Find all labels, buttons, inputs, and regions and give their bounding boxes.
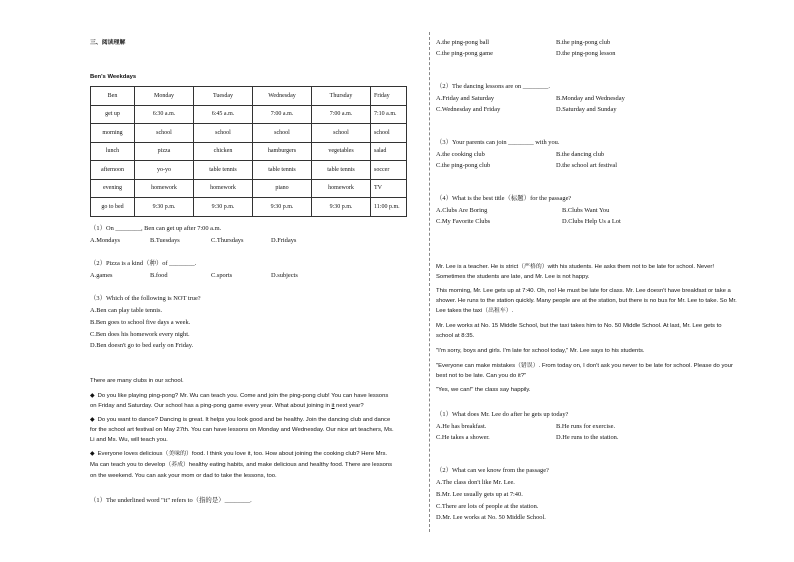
clubs-q1-option-b[interactable]: B.the ping-pong club bbox=[556, 39, 611, 46]
schedule-cell: 6:45 a.m. bbox=[194, 105, 253, 124]
q2-option-a[interactable]: A.games bbox=[90, 272, 113, 279]
schedule-cell: pizza bbox=[135, 142, 194, 161]
schedule-cell: homework bbox=[135, 179, 194, 198]
clubs-q2-option-c[interactable]: C.Wednesday and Friday bbox=[436, 106, 501, 113]
schedule-header-cell: Tuesday bbox=[194, 87, 253, 106]
clubs-q3-option-d[interactable]: D.the school art festival bbox=[556, 162, 618, 169]
lee-q1-option-a[interactable]: A.He has breakfast. bbox=[436, 423, 487, 430]
clubs-q2-option-a[interactable]: A.Friday and Saturday bbox=[436, 95, 495, 102]
lee-q2-stem: （2）What can we know from the passage? bbox=[436, 467, 549, 474]
clubs-q2-option-b[interactable]: B.Monday and Wednesday bbox=[556, 95, 625, 102]
schedule-header-cell: Thursday bbox=[312, 87, 371, 106]
schedule-cell: table tennis bbox=[312, 161, 371, 180]
lee-q2-option-d[interactable]: D.Mr. Lee works at No. 50 Middle School. bbox=[436, 514, 546, 521]
lee-q1-option-b[interactable]: B.He runs for exercise. bbox=[556, 423, 616, 430]
clubs-q1-option-d[interactable]: D.the ping-pong lesson bbox=[556, 50, 616, 57]
clubs-p3-line3: on the weekend. You can ask your mom or dad to take the lessons, too. bbox=[90, 473, 277, 479]
q2-stem: （2）Pizza is a kind（种）of ________. bbox=[90, 260, 197, 267]
schedule-title: Ben's Weekdays bbox=[90, 74, 137, 80]
lee-p1-line2: Sometimes the students are late, and Mr. Lee is not happy. bbox=[436, 274, 590, 280]
q1-option-d[interactable]: D.Fridays bbox=[271, 237, 297, 244]
q3-option-d[interactable]: D.Ben doesn't go to bed early on Friday. bbox=[90, 342, 194, 349]
lee-p6: "Yes, we can!" the class say happily. bbox=[436, 387, 531, 393]
schedule-header-cell: Monday bbox=[135, 87, 194, 106]
diamond-bullet-icon: ◆ bbox=[90, 417, 95, 423]
schedule-header-cell: Friday bbox=[371, 87, 407, 106]
lee-q1-option-c[interactable]: C.He takes a shower. bbox=[436, 434, 490, 441]
clubs-q1-option-c[interactable]: C.the ping-pong game bbox=[436, 50, 493, 57]
schedule-cell: homework bbox=[194, 179, 253, 198]
schedule-cell: homework bbox=[312, 179, 371, 198]
schedule-cell: morning bbox=[91, 124, 135, 143]
schedule-cell: 7:00 a.m. bbox=[253, 105, 312, 124]
schedule-header-cell: Wednesday bbox=[253, 87, 312, 106]
lee-p3-line1: Mr. Lee works at No. 15 Middle School, but the taxi takes him to No. 50 Middle School. At last, Mr. Lee gets to bbox=[436, 323, 722, 329]
schedule-cell: afternoon bbox=[91, 161, 135, 180]
diamond-bullet-icon: ◆ bbox=[90, 393, 95, 399]
schedule-cell: vegetables bbox=[312, 142, 371, 161]
clubs-q3-option-a[interactable]: A.the cooking club bbox=[436, 151, 485, 158]
clubs-q3-stem: （3）Your parents can join ________ with you. bbox=[436, 139, 560, 146]
schedule-cell: yo-yo bbox=[135, 161, 194, 180]
schedule-header-cell: Ben bbox=[91, 87, 135, 106]
q1-option-b[interactable]: B.Tuesdays bbox=[150, 237, 180, 244]
schedule-cell: TV bbox=[371, 179, 407, 198]
schedule-cell: get up bbox=[91, 105, 135, 124]
clubs-q1-option-a[interactable]: A.the ping-pong ball bbox=[436, 39, 490, 46]
schedule-cell: lunch bbox=[91, 142, 135, 161]
lee-p2-line3: Lee takes the taxi（出租车）. bbox=[436, 308, 514, 314]
schedule-cell: 7:10 a.m. bbox=[371, 105, 407, 124]
clubs-q1-stem: （1）The underlined word "it" refers to（指的是）________. bbox=[90, 497, 252, 504]
clubs-intro: There are many clubs in our school. bbox=[90, 378, 184, 384]
schedule-row bbox=[91, 142, 407, 161]
q1-option-c[interactable]: C.Thursdays bbox=[211, 237, 244, 244]
clubs-q4-option-a[interactable]: A.Clubs Are Boring bbox=[436, 207, 488, 214]
q3-option-c[interactable]: C.Ben does his homework every night. bbox=[90, 331, 190, 338]
q3-stem: （3）Which of the following is NOT true? bbox=[90, 295, 201, 302]
schedule-cell: school bbox=[253, 124, 312, 143]
lee-p3-line2: school at 8:35. bbox=[436, 333, 475, 339]
schedule-cell: piano bbox=[253, 179, 312, 198]
lee-q1-stem: （1）What does Mr. Lee do after he gets up today? bbox=[436, 411, 569, 418]
clubs-q2-option-d[interactable]: D.Saturday and Sunday bbox=[556, 106, 617, 113]
clubs-q3-option-b[interactable]: B.the dancing club bbox=[556, 151, 605, 158]
clubs-p2-text1: Do you want to dance? Dancing is great. It helps you look good and be healthy. Join the dancing club and dance bbox=[97, 417, 391, 423]
schedule-cell: hamburgers bbox=[253, 142, 312, 161]
schedule-cell: soccer bbox=[371, 161, 407, 180]
lee-p2-line1: This morning, Mr. Lee gets up at 7:40. Oh, no! He must be late for class. Mr. Lee doesn't have breakfast or take a bbox=[436, 288, 731, 294]
schedule-cell: 9:30 p.m. bbox=[194, 198, 253, 217]
clubs-q3-option-c[interactable]: C.the ping-pong club bbox=[436, 162, 491, 169]
clubs-p3-line2: Ma can teach you to develop（养成）healthy eating habits, and make delicious and healthy food. There are lessons bbox=[90, 462, 393, 468]
lee-p4: "I'm sorry, boys and girls. I'm late for school today," Mr. Lee says to his students. bbox=[436, 348, 645, 354]
lee-p5-line1: "Everyone can make mistakes（错误）. From today on, I don't ask you never to be late for school. Please do your bbox=[436, 363, 733, 369]
q1-option-a[interactable]: A.Mondays bbox=[90, 237, 120, 244]
clubs-p2-line1 bbox=[90, 416, 390, 424]
schedule-cell: salad bbox=[371, 142, 407, 161]
lee-q2-option-c[interactable]: C.There are lots of people at the station. bbox=[436, 503, 539, 510]
schedule-row bbox=[91, 105, 407, 124]
q1-stem: （1）On ________, Ben can get up after 7:00 a.m. bbox=[90, 225, 222, 232]
lee-q1-option-d[interactable]: D.He runs to the station. bbox=[556, 434, 619, 441]
lee-q2-option-b[interactable]: B.Mr. Lee usually gets up at 7:40. bbox=[436, 491, 523, 498]
q3-option-b[interactable]: B.Ben goes to school five days a week. bbox=[90, 319, 191, 326]
schedule-cell: school bbox=[194, 124, 253, 143]
clubs-p1-line2: on Friday and Saturday. Our school has a ping-pong game every year. What about joining in it next year? bbox=[90, 403, 364, 409]
schedule-cell: table tennis bbox=[253, 161, 312, 180]
lee-q2-option-a[interactable]: A.The class don't like Mr. Lee. bbox=[436, 479, 515, 486]
clubs-q4-option-c[interactable]: C.My Favorite Clubs bbox=[436, 218, 491, 225]
schedule-row bbox=[91, 124, 407, 143]
clubs-p2-line2: for the school art festival on May 27th. You can have lessons on Monday and Wednesday. Our nice art teachers, Ms. bbox=[90, 427, 394, 433]
q2-option-d[interactable]: D.subjects bbox=[271, 272, 298, 279]
schedule-table bbox=[90, 86, 407, 217]
schedule-cell: evening bbox=[91, 179, 135, 198]
schedule-cell: 7:00 a.m. bbox=[312, 105, 371, 124]
schedule-cell: school bbox=[371, 124, 407, 143]
q2-option-c[interactable]: C.sports bbox=[211, 272, 233, 279]
schedule-row bbox=[91, 198, 407, 217]
schedule-cell: go to bed bbox=[91, 198, 135, 217]
schedule-cell: chicken bbox=[194, 142, 253, 161]
schedule-cell: 11:00 p.m. bbox=[371, 198, 407, 217]
schedule-cell: school bbox=[135, 124, 194, 143]
schedule-cell: 9:30 p.m. bbox=[135, 198, 194, 217]
lee-p1-line1: Mr. Lee is a teacher. He is strict（严格的）with his students. He asks them not to be late for school. Never! bbox=[436, 264, 714, 270]
section-title: 三、阅读理解 bbox=[90, 40, 126, 46]
schedule-row bbox=[91, 179, 407, 198]
diamond-bullet-icon: ◆ bbox=[90, 451, 95, 457]
schedule-cell: 9:30 p.m. bbox=[312, 198, 371, 217]
clubs-p3-line1 bbox=[90, 450, 387, 458]
schedule-cell: table tennis bbox=[194, 161, 253, 180]
clubs-p1-line1 bbox=[90, 392, 388, 400]
clubs-q4-option-b[interactable]: B.Clubs Want You bbox=[562, 207, 610, 214]
clubs-q4-stem: （4）What is the best title（标题）for the passage? bbox=[436, 195, 572, 202]
clubs-p3-text1: Everyone loves delicious（美味的）food. I think you love it, too. How about joining the cooking club? Here Mrs. bbox=[97, 451, 388, 457]
schedule-row bbox=[91, 87, 407, 106]
clubs-q2-stem: （2）The dancing lessons are on ________. bbox=[436, 83, 550, 90]
schedule-cell: 6:30 a.m. bbox=[135, 105, 194, 124]
lee-p2-line2: shower. He runs to the station quickly. Many people are at the station, but there is no bus for Mr. Lee to take. So Mr. bbox=[436, 298, 737, 304]
lee-p5-line2: best not to be late. Can you do it?" bbox=[436, 373, 527, 379]
q2-option-b[interactable]: B.food bbox=[150, 272, 168, 279]
schedule-cell: 9:30 p.m. bbox=[253, 198, 312, 217]
clubs-q4-option-d[interactable]: D.Clubs Help Us a Lot bbox=[562, 218, 621, 225]
q3-option-a[interactable]: A.Ben can play table tennis. bbox=[90, 307, 163, 314]
clubs-p1-text1: Do you like playing ping-pong? Mr. Wu can teach you. Come and join the ping-pong club! You can have lessons bbox=[97, 393, 389, 399]
clubs-p2-line3: Li and Ms. Wu, will teach you. bbox=[90, 437, 168, 443]
schedule-row bbox=[91, 161, 407, 180]
column-divider bbox=[429, 32, 430, 532]
schedule-cell: school bbox=[312, 124, 371, 143]
